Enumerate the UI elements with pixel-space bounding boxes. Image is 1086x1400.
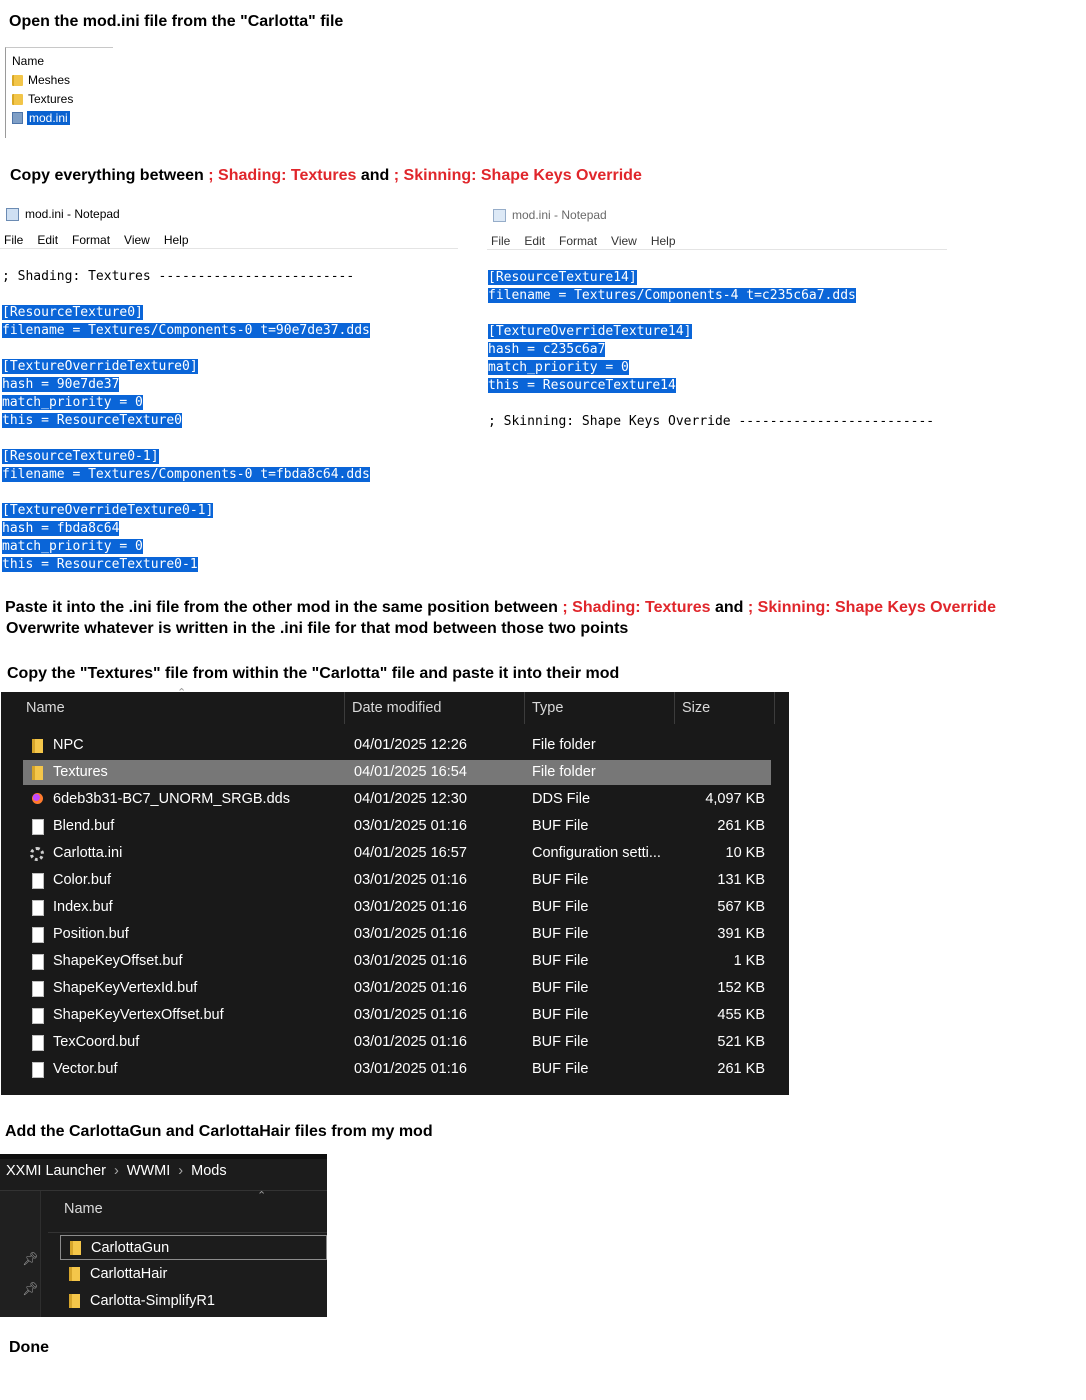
text-line: [ResourceTexture0] (2, 305, 143, 320)
file-size: 391 KB (717, 926, 765, 942)
notepad-window-left (0, 205, 460, 575)
file-date-modified: 03/01/2025 01:16 (354, 953, 467, 969)
file-size: 261 KB (717, 1061, 765, 1077)
file-date-modified: 03/01/2025 01:16 (354, 899, 467, 915)
file-name: Position.buf (53, 926, 129, 942)
file-type: BUF File (532, 1007, 589, 1023)
file-row[interactable] (23, 976, 771, 1001)
file-name: TexCoord.buf (53, 1034, 140, 1050)
file-row[interactable] (23, 1057, 771, 1082)
column-header-date-modified[interactable]: Date modified (352, 700, 442, 716)
file-size: 261 KB (717, 818, 765, 834)
file-type: BUF File (532, 1061, 589, 1077)
file-size: 10 KB (725, 845, 765, 861)
folder-icon (69, 1294, 80, 1308)
shading-marker: ; Shading: Textures (562, 599, 711, 616)
file-size: 131 KB (717, 872, 765, 888)
file-icon (32, 927, 44, 943)
file-size: 1 KB (733, 953, 765, 969)
file-name: ShapeKeyVertexOffset.buf (53, 1007, 224, 1023)
folder-icon (32, 766, 43, 780)
file-date-modified: 03/01/2025 01:16 (354, 926, 467, 942)
breadcrumb (6, 1163, 227, 1179)
file-type: BUF File (532, 818, 589, 834)
file-icon (32, 873, 44, 889)
text-line: match_priority = 0 (2, 539, 143, 554)
text-line: [ResourceTexture14] (488, 270, 637, 285)
file-icon (32, 900, 44, 916)
folder-icon (32, 739, 43, 753)
column-divider[interactable] (774, 692, 775, 724)
menu-view[interactable]: View (124, 233, 150, 247)
file-size: 521 KB (717, 1034, 765, 1050)
file-explorer-mods (0, 1154, 327, 1317)
file-type: BUF File (532, 1034, 589, 1050)
column-header-name[interactable] (12, 54, 44, 68)
file-date-modified: 04/01/2025 16:57 (354, 845, 467, 861)
step-2-instruction: Copy everything between ; Shading: Textures and ; Skinning: Shape Keys Override (10, 167, 642, 184)
step-3-note: Overwrite whatever is written in the .ini file for that mod between those two points (6, 620, 629, 637)
sort-up-icon: ⌃ (177, 687, 187, 699)
text-line: match_priority = 0 (2, 395, 143, 410)
file-date-modified: 04/01/2025 16:54 (354, 764, 467, 780)
folder-icon (70, 1241, 81, 1255)
file-row[interactable] (23, 895, 771, 920)
folder-icon (12, 94, 23, 105)
pin-icon[interactable]: 📌︎ (22, 1281, 39, 1296)
file-type: BUF File (532, 872, 589, 888)
file-date-modified: 04/01/2025 12:30 (354, 791, 467, 807)
text-line: [TextureOverrideTexture14] (488, 324, 692, 339)
file-date-modified: 04/01/2025 12:26 (354, 737, 467, 753)
menu-divider (487, 249, 947, 250)
shading-marker: ; Shading: Textures (208, 167, 357, 184)
file-icon (32, 954, 44, 970)
file-size: 567 KB (717, 899, 765, 915)
dds-file-icon (32, 793, 43, 804)
text-line: filename = Textures/Components-4 t=c235c6a7.dds (488, 288, 856, 303)
text-line: this = ResourceTexture0 (2, 413, 183, 428)
notepad-menu-bar (4, 233, 203, 247)
notepad-icon (493, 209, 506, 222)
done-label: Done (9, 1339, 49, 1356)
header-divider (48, 1232, 327, 1233)
file-name: NPC (53, 737, 84, 753)
file-name: Color.buf (53, 872, 112, 888)
file-size: 455 KB (717, 1007, 765, 1023)
step-4-instruction: Copy the "Textures" file from within the "Carlotta" file and paste it into their mod (7, 665, 620, 682)
menu-file[interactable]: File (4, 233, 24, 247)
file-explorer-carlotta (1, 687, 789, 1095)
file-row[interactable] (23, 949, 771, 974)
file-icon (32, 1062, 44, 1078)
window-top-strip (0, 1154, 327, 1159)
menu-help[interactable]: Help (650, 234, 676, 248)
chevron-right-icon: › (113, 1163, 119, 1179)
folder-icon (69, 1267, 80, 1281)
list-item-textures[interactable]: Textures (12, 92, 73, 106)
pane-divider[interactable] (40, 1191, 41, 1317)
column-header-type[interactable]: Type (532, 700, 564, 716)
step-1-instruction: Open the mod.ini file from the "Carlotta" file (9, 13, 344, 30)
text-line: [TextureOverrideTexture0-1] (2, 503, 214, 518)
file-row[interactable] (23, 733, 771, 758)
file-name: Vector.buf (53, 1061, 118, 1077)
file-date-modified: 03/01/2025 01:16 (354, 980, 467, 996)
text-line: filename = Textures/Components-0 t=90e7de37.dds (2, 323, 370, 338)
file-name: Index.buf (53, 899, 113, 915)
notepad-text-area[interactable] (2, 268, 458, 574)
menu-edit[interactable]: Edit (524, 234, 546, 248)
notepad-title: mod.ini - Notepad (493, 208, 607, 222)
step-3-instruction: Paste it into the .ini file from the other mod in the same position between ; Shading: Textures and ; Skinning: Shape Keys Override (5, 599, 996, 616)
small-file-explorer (5, 47, 113, 138)
file-row[interactable] (23, 922, 771, 947)
file-type: BUF File (532, 899, 589, 915)
menu-view[interactable]: View (611, 234, 637, 248)
notepad-window-right (487, 206, 957, 436)
file-date-modified: 03/01/2025 01:16 (354, 818, 467, 834)
chevron-right-icon: › (178, 1163, 184, 1179)
file-name: Blend.buf (53, 818, 115, 834)
notepad-menu-bar (491, 234, 690, 248)
menu-format[interactable]: Format (72, 233, 111, 247)
text-line: hash = 90e7de37 (2, 377, 120, 392)
skinning-marker: ; Skinning: Shape Keys Override (393, 167, 642, 184)
column-divider[interactable] (344, 692, 345, 724)
folder-item-carlotta-simplifyr1[interactable]: Carlotta-SimplifyR1 (60, 1289, 327, 1314)
text-line: ; Shading: Textures ------------------------- (2, 269, 355, 284)
breadcrumb-divider (0, 1190, 327, 1191)
file-date-modified: 03/01/2025 01:16 (354, 1034, 467, 1050)
folder-icon (12, 75, 23, 86)
file-type: Configuration setti... (532, 845, 661, 861)
file-type: DDS File (532, 791, 591, 807)
text-line: match_priority = 0 (488, 360, 629, 375)
file-icon (32, 819, 44, 835)
file-row[interactable] (23, 760, 771, 785)
menu-help[interactable]: Help (163, 233, 189, 247)
notepad-text-area[interactable] (488, 269, 956, 435)
file-icon (32, 1008, 44, 1024)
file-date-modified: 03/01/2025 01:16 (354, 872, 467, 888)
file-type: File folder (532, 764, 596, 780)
file-row[interactable] (23, 868, 771, 893)
file-name: ShapeKeyVertexId.buf (53, 980, 198, 996)
file-size: 4,097 KB (705, 791, 765, 807)
menu-edit[interactable]: Edit (37, 233, 59, 247)
menu-format[interactable]: Format (559, 234, 598, 248)
notepad-icon (6, 208, 19, 221)
text-line: this = ResourceTexture14 (488, 378, 676, 393)
file-row[interactable] (23, 1003, 771, 1028)
file-row[interactable] (23, 1030, 771, 1055)
file-row[interactable] (23, 841, 771, 866)
file-name: 6deb3b31-BC7_UNORM_SRGB.dds (53, 791, 290, 807)
text-line: hash = c235c6a7 (488, 342, 606, 357)
notepad-title: mod.ini - Notepad (6, 207, 120, 221)
menu-file[interactable]: File (491, 234, 511, 248)
folder-item-carlottahair[interactable]: CarlottaHair (60, 1262, 327, 1287)
breadcrumb-xxmi-launcher[interactable]: XXMI Launcher (6, 1163, 106, 1179)
ini-file-icon (12, 112, 23, 124)
folder-item-carlottagun[interactable]: CarlottaGun (60, 1235, 327, 1260)
column-header-name[interactable]: Name (26, 700, 65, 716)
text-line: [ResourceTexture0-1] (2, 449, 159, 464)
text-line: this = ResourceTexture0-1 (2, 557, 198, 572)
sort-up-icon: ⌃ (257, 1190, 267, 1202)
list-item-mod-ini[interactable]: mod.ini (12, 111, 70, 125)
menu-divider (0, 248, 458, 249)
file-name: Carlotta.ini (53, 845, 123, 861)
column-header-size[interactable]: Size (682, 700, 711, 716)
file-row[interactable] (23, 814, 771, 839)
column-divider[interactable] (524, 692, 525, 724)
file-type: File folder (532, 737, 596, 753)
breadcrumb-wwmi[interactable]: WWMI (126, 1163, 171, 1179)
file-type: BUF File (532, 926, 589, 942)
file-name: ShapeKeyOffset.buf (53, 953, 183, 969)
pin-icon[interactable]: 📌︎ (22, 1251, 39, 1266)
text-line: ; Skinning: Shape Keys Override ------------------------- (488, 414, 935, 429)
file-icon (32, 1035, 44, 1051)
file-size: 152 KB (717, 980, 765, 996)
skinning-marker: ; Skinning: Shape Keys Override (747, 599, 996, 616)
text-line: filename = Textures/Components-0 t=fbda8c64.dds (2, 467, 370, 482)
file-date-modified: 03/01/2025 01:16 (354, 1061, 467, 1077)
file-icon (32, 981, 44, 997)
list-item-meshes[interactable]: Meshes (12, 73, 70, 87)
file-name: Textures (53, 764, 108, 780)
file-date-modified: 03/01/2025 01:16 (354, 1007, 467, 1023)
column-header-name[interactable]: Name (64, 1201, 103, 1217)
file-type: BUF File (532, 953, 589, 969)
breadcrumb-mods[interactable]: Mods (191, 1163, 227, 1179)
file-row[interactable] (23, 787, 771, 812)
column-divider[interactable] (674, 692, 675, 724)
text-line: hash = fbda8c64 (2, 521, 120, 536)
step-5-instruction: Add the CarlottaGun and CarlottaHair files from my mod (5, 1123, 433, 1140)
config-file-icon (30, 847, 44, 861)
file-type: BUF File (532, 980, 589, 996)
text-line: [TextureOverrideTexture0] (2, 359, 198, 374)
column-header-label: Name (12, 54, 45, 68)
